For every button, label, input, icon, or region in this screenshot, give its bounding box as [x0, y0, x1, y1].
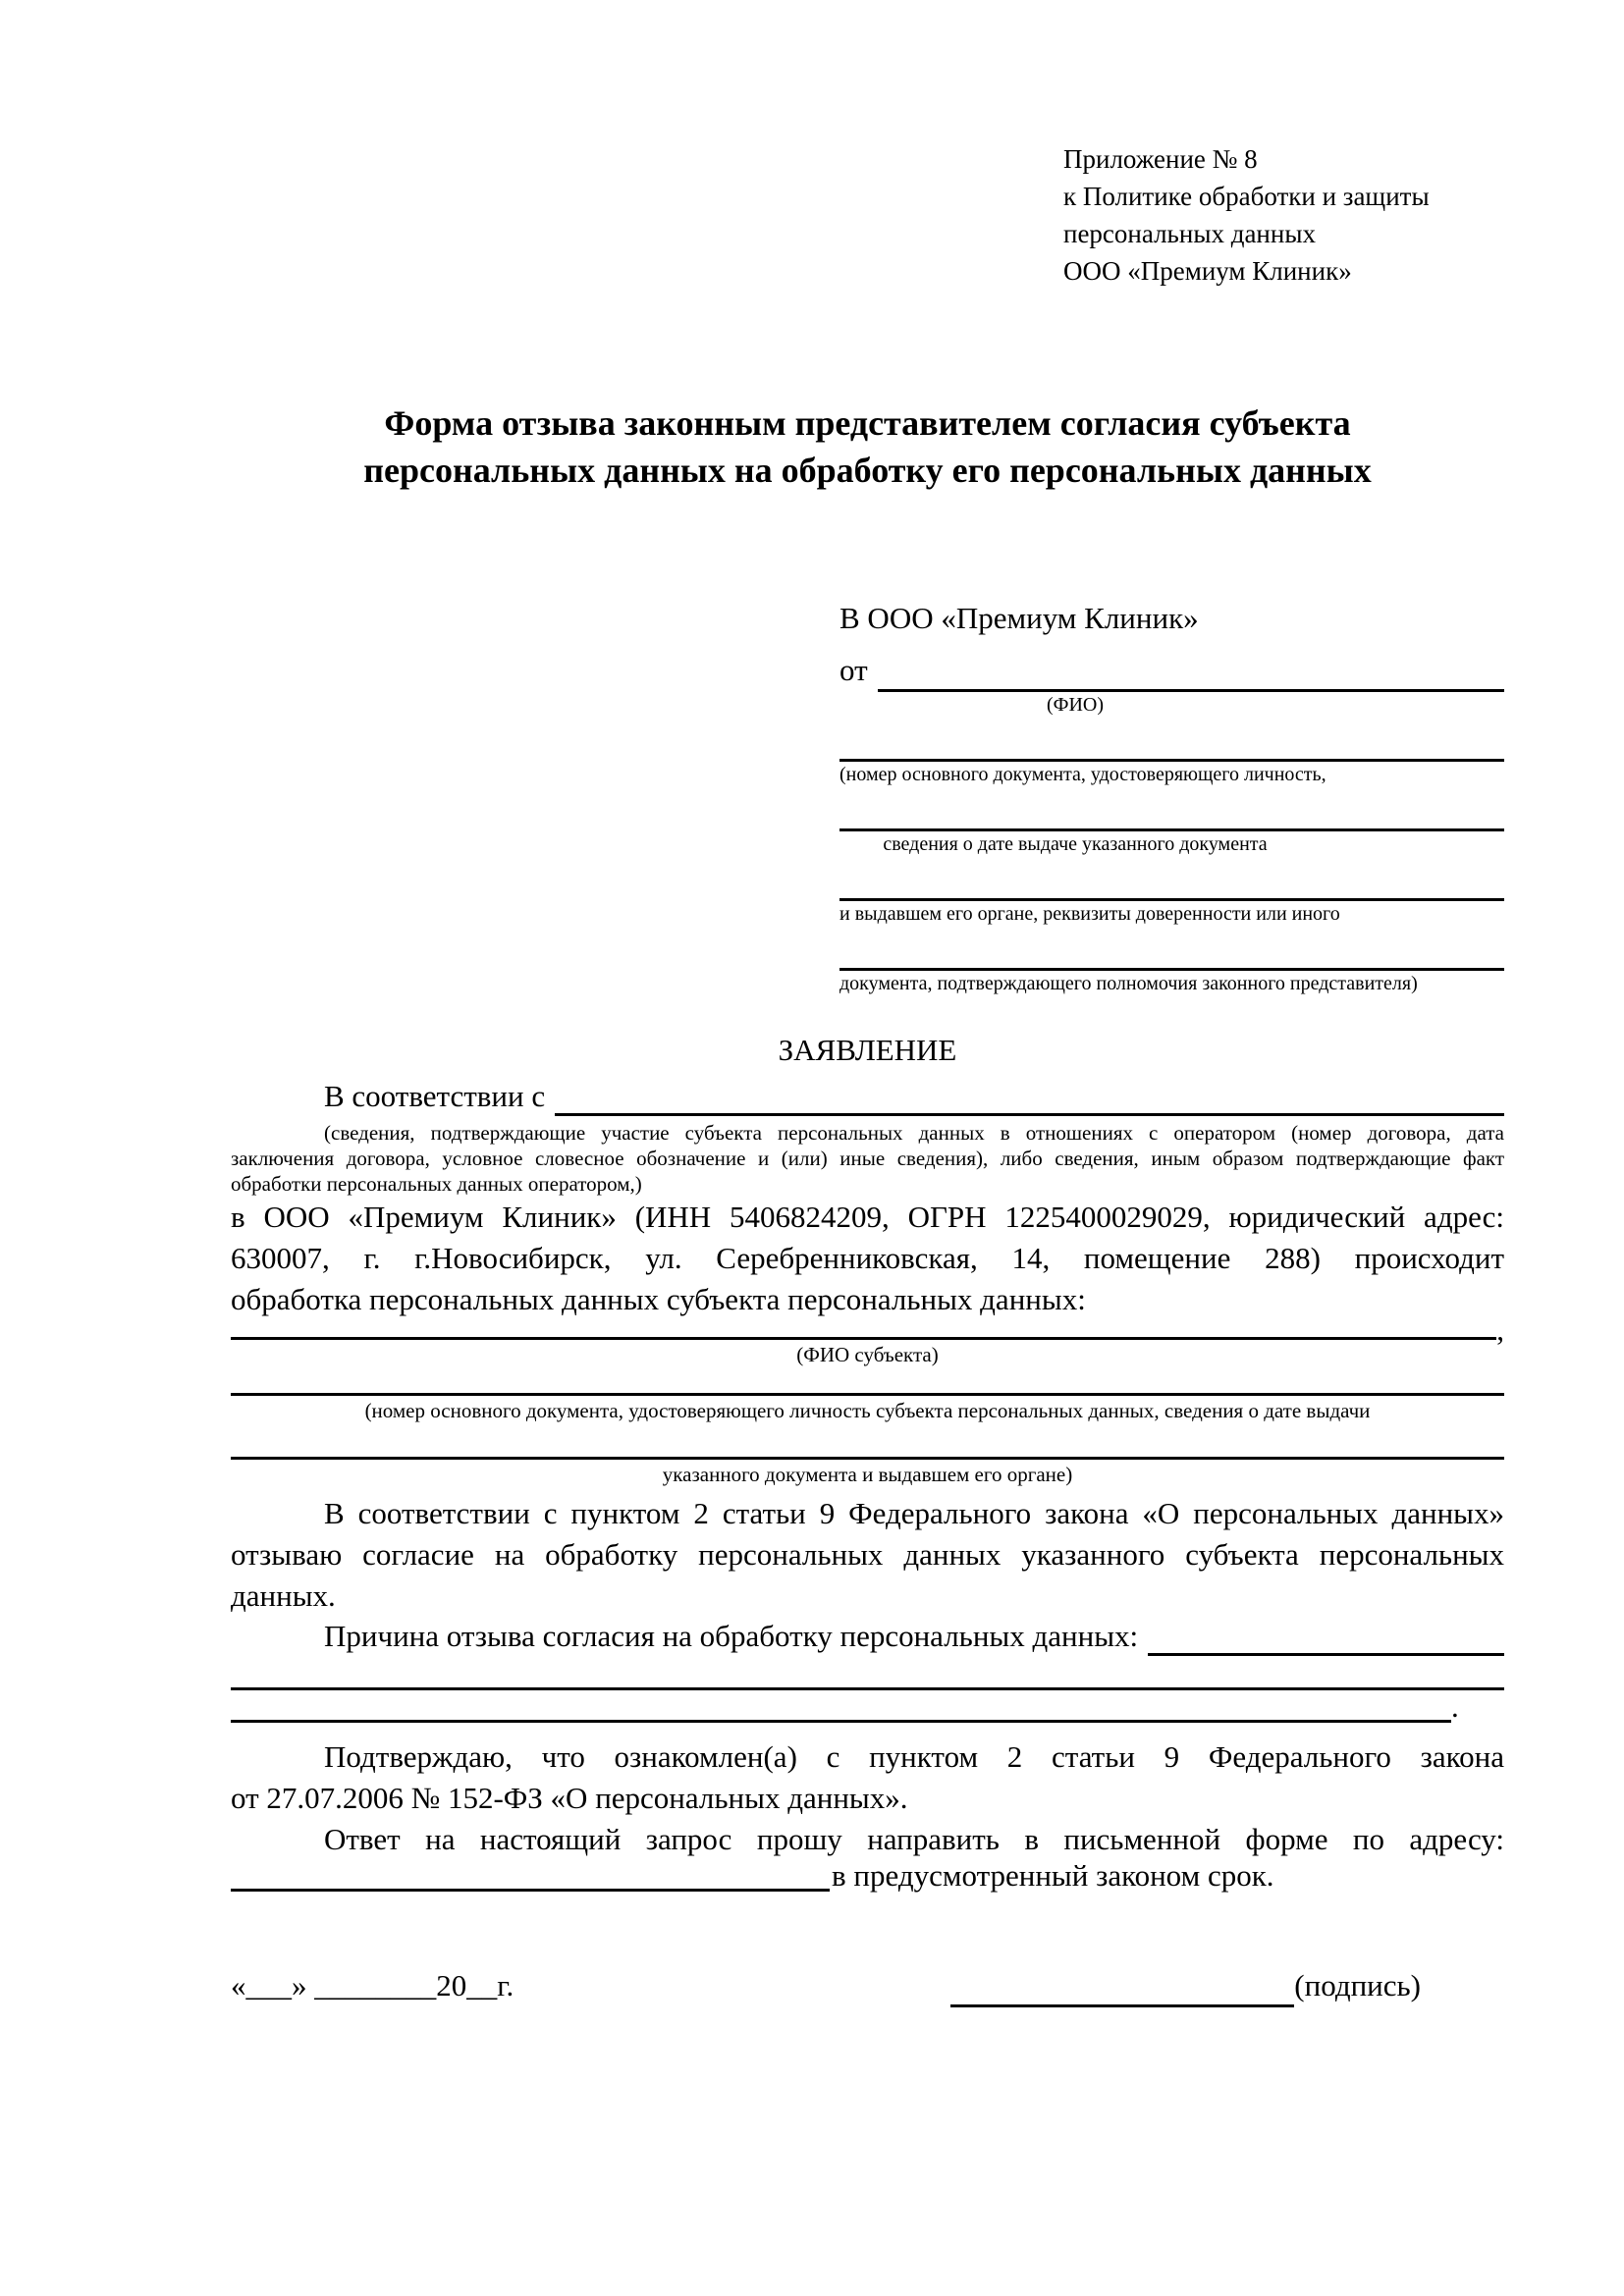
withdrawal-line-3: данных. — [231, 1578, 336, 1613]
signature-row — [231, 1964, 1504, 2007]
issue-date-caption: сведения о дате выдаче указанного документа — [883, 833, 1268, 855]
paragraph-indent — [231, 1077, 324, 1116]
fio-caption: (ФИО) — [1046, 694, 1104, 716]
withdrawal-line-2: отзываю согласие на обработку персональных данных указанного субъекта персональных — [231, 1537, 1504, 1572]
withdrawal-paragraph — [231, 1493, 1504, 1617]
addressee-organization: В ООО «Премиум Клиник» — [839, 601, 1199, 635]
doc-number-caption: (номер основного документа, удостоверяющего личность, — [839, 764, 1326, 785]
subject-fio-fill-line — [231, 1320, 1496, 1340]
issuing-authority-fill-line — [839, 857, 1504, 901]
appendix-line-4: ООО «Премиум Клиник» — [1063, 256, 1352, 286]
appendix-line-1: Приложение № 8 — [1063, 144, 1258, 174]
response-address-row — [231, 1860, 1504, 1892]
operator-paragraph-line-1: в ООО «Премиум Клиник» (ИНН 5406824209, ОГРН 1225400029029, юридический адрес: — [231, 1200, 1504, 1234]
issue-date-fill-line — [839, 787, 1504, 831]
basis-note-line-1: (сведения, подтверждающие участие субъекта персональных данных в отношениях с оператором (номер договора, дата — [324, 1121, 1504, 1145]
signature-caption: (подпись) — [1294, 1968, 1421, 2002]
acknowledgement-line-2: от 27.07.2006 № 152-ФЗ «О персональных данных». — [231, 1781, 908, 1815]
authority-doc-fill-line — [839, 927, 1504, 971]
subject-fio-comma: , — [1496, 1312, 1504, 1347]
acknowledgement-paragraph — [231, 1736, 1504, 1860]
acknowledgement-line-1: Подтверждаю, что ознакомлен(а) с пунктом 2 статьи 9 Федерального закона — [324, 1739, 1504, 1774]
basis-note-line-3: обработки персональных данных оператором,) — [231, 1172, 642, 1196]
reason-fill-line-2 — [231, 1660, 1504, 1690]
basis-note — [231, 1120, 1504, 1197]
date-field: «___» ________20__г. — [231, 1968, 514, 2002]
subject-fio-caption: (ФИО субъекта) — [796, 1343, 939, 1366]
subject-fio-row — [231, 1312, 1504, 1347]
subject-doc-fill-line-1 — [231, 1367, 1504, 1396]
doc-number-fill-line — [839, 718, 1504, 762]
withdrawal-line-1: В соответствии с пунктом 2 статьи 9 Федерального закона «О персональных данных» — [324, 1496, 1504, 1530]
response-request-line: Ответ на настоящий запрос прошу направить в письменной форме по адресу: — [324, 1822, 1504, 1856]
reason-fill-line-3 — [231, 1690, 1451, 1723]
basis-fill-line — [555, 1077, 1504, 1116]
basis-row — [231, 1077, 1504, 1116]
subject-doc-caption-1: (номер основного документа, удостоверяющего личность субъекта персональных данных, сведения о дате выдачи — [364, 1399, 1371, 1422]
signature-group — [950, 1964, 1421, 2007]
appendix-block — [1063, 140, 1504, 290]
response-address-fill-line — [231, 1860, 830, 1892]
operator-paragraph — [231, 1197, 1504, 1320]
paragraph-indent — [231, 1617, 324, 1656]
representative-fio-fill-line — [878, 649, 1504, 692]
basis-note-line-2: заключения договора, условное словесное обозначение и (или) иные сведения), либо сведения, иным образом подтверждающие факт — [231, 1147, 1504, 1170]
basis-label: В соответствии с — [324, 1079, 546, 1113]
authority-doc-caption: документа, подтверждающего полномочия законного представителя) — [839, 973, 1418, 994]
appendix-line-2: к Политике обработки и защиты — [1063, 182, 1430, 211]
reason-fill-row-3 — [231, 1690, 1504, 1723]
issuing-authority-caption: и выдавшем его органе, реквизиты доверенности или иного — [839, 903, 1340, 925]
reason-fill-line-1 — [1148, 1617, 1504, 1656]
from-row — [839, 649, 1504, 692]
subject-doc-caption-2: указанного документа и выдавшем его органе) — [662, 1463, 1073, 1486]
response-deadline-text: в предусмотренный законом срок. — [832, 1858, 1274, 1893]
from-label: от — [839, 653, 868, 687]
statement-heading: ЗАЯВЛЕНИЕ — [778, 1033, 957, 1067]
subject-doc-fill-line-2 — [231, 1423, 1504, 1460]
form-title — [231, 400, 1504, 494]
operator-paragraph-line-2: 630007, г. г.Новосибирск, ул. Серебренниковская, 14, помещение 288) происходит — [231, 1241, 1504, 1275]
reason-label: Причина отзыва согласия на обработку персональных данных: — [324, 1619, 1139, 1653]
appendix-line-3: персональных данных — [1063, 219, 1316, 248]
addressee-block — [839, 600, 1504, 996]
form-title-line-1: Форма отзыва законным представителем согласия субъекта — [384, 403, 1351, 443]
operator-paragraph-line-3: обработка персональных данных субъекта персональных данных: — [231, 1282, 1086, 1316]
signature-fill-line — [950, 1964, 1294, 2007]
reason-period: . — [1451, 1689, 1459, 1724]
form-title-line-2: персональных данных на обработку его персональных данных — [363, 451, 1372, 490]
reason-row — [231, 1617, 1504, 1656]
